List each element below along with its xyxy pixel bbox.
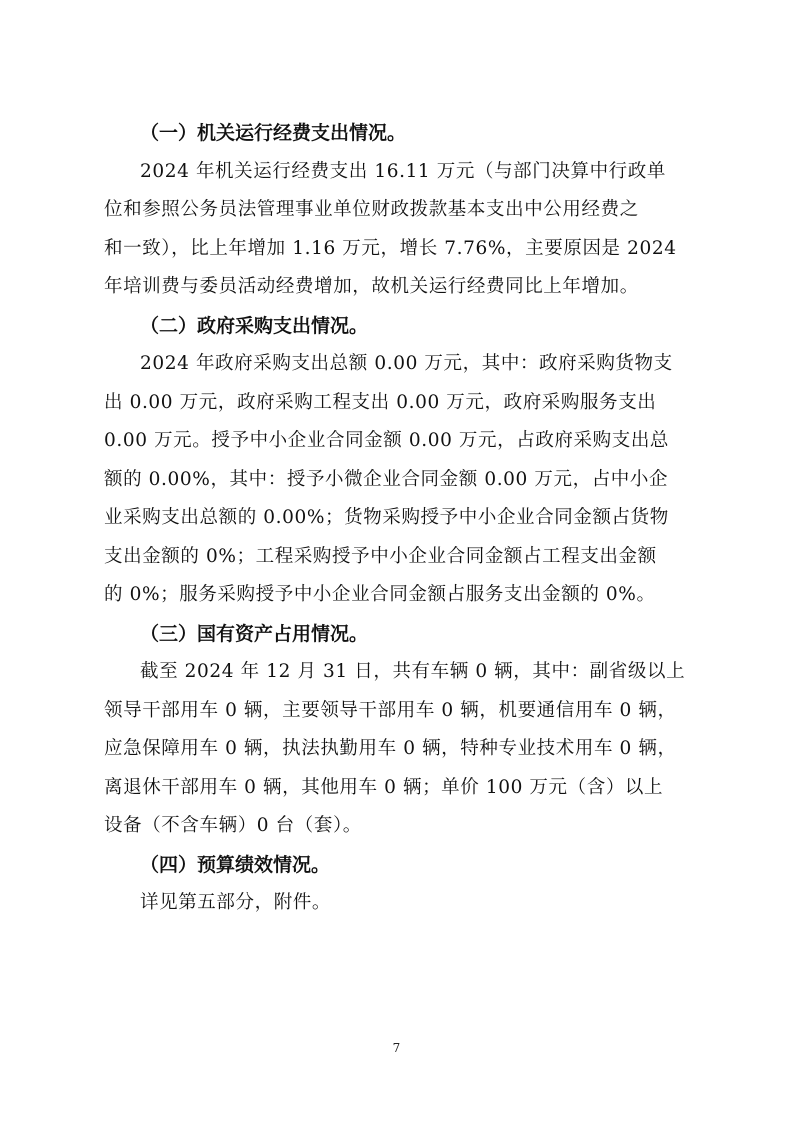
document-body [104, 114, 698, 923]
paragraph-line: 0.00 万元。授予中小企业合同金额 0.00 万元，占政府采购支出总 [104, 430, 670, 451]
section-heading-4: （四）预算绩效情况。 [140, 853, 331, 876]
paragraph-line: 详见第五部分，附件。 [140, 892, 332, 913]
paragraph-line: 2024 年政府采购支出总额 0.00 万元，其中：政府采购货物支 [140, 353, 673, 374]
section-heading-3: （三）国有资产占用情况。 [140, 622, 369, 645]
paragraph-line: 应急保障用车 0 辆，执法执勤用车 0 辆，特种专业技术用车 0 辆， [104, 738, 677, 759]
paragraph-line: 出 0.00 万元，政府采购工程支出 0.00 万元，政府采购服务支出 [104, 391, 657, 413]
paragraph-line: 年培训费与委员活动经费增加，故机关运行经费同比上年增加。 [104, 276, 639, 297]
section-heading-1: （一）机关运行经费支出情况。 [140, 122, 407, 144]
section-heading-2: （二）政府采购支出情况。 [140, 314, 369, 337]
paragraph-line: 离退休干部用车 0 辆，其他用车 0 辆；单价 100 万元（含）以上 [104, 776, 664, 798]
section-paragraph-4 [104, 884, 698, 923]
paragraph-line: 截至 2024 年 12 月 31 日，共有车辆 0 辆，其中：副省级以上 [140, 661, 686, 682]
paragraph-line: 和一致），比上年增加 1.16 万元，增长 7.76%，主要原因是 2024 [104, 237, 677, 259]
section-paragraph-2 [104, 345, 698, 615]
paragraph-line: 的 0%；服务采购授予中小企业合同金额占服务支出金额的 0%。 [104, 584, 656, 605]
paragraph-line: 业采购支出总额的 0.00%；货物采购授予中小企业合同金额占货物 [104, 507, 669, 528]
section-paragraph-3 [104, 653, 698, 846]
paragraph-line: 领导干部用车 0 辆，主要领导干部用车 0 辆，机要通信用车 0 辆， [104, 699, 677, 721]
paragraph-line: 额的 0.00%，其中：授予小微企业合同金额 0.00 万元，占中小企 [104, 468, 669, 490]
section-paragraph-1 [104, 153, 698, 307]
paragraph-line: 支出金额的 0%；工程采购授予中小企业合同金额占工程支出金额 [104, 545, 657, 567]
page-number: 7 [392, 1041, 401, 1055]
paragraph-line: 2024 年机关运行经费支出 16.11 万元（与部门决算中行政单 [140, 160, 666, 182]
paragraph-line: 位和参照公务员法管理事业单位财政拨款基本支出中公用经费之 [104, 199, 639, 220]
paragraph-line: 设备（不含车辆）0 台（套）。 [104, 815, 362, 836]
